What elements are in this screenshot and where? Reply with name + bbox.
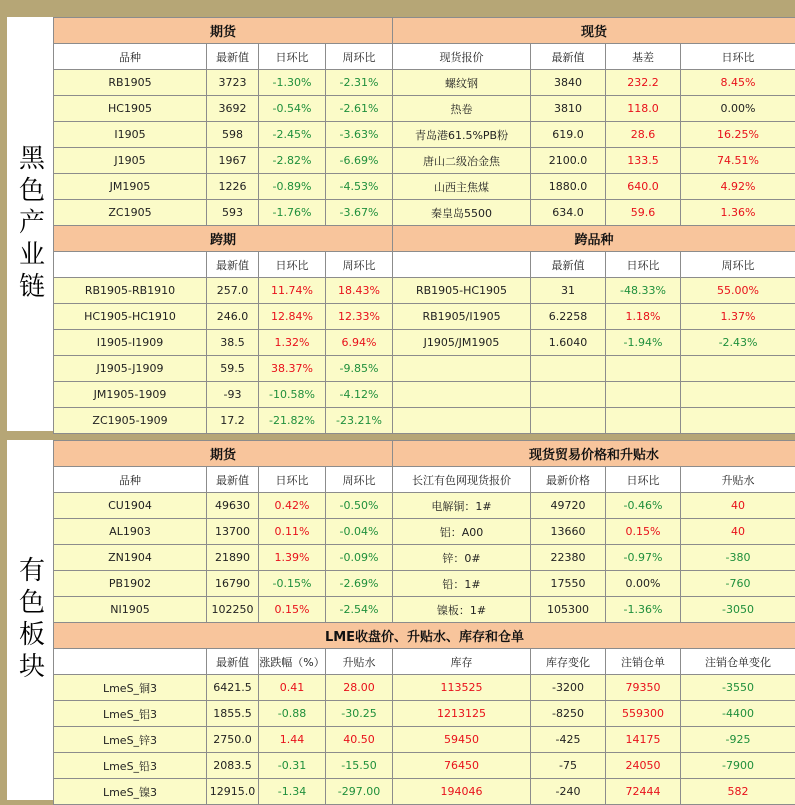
table-cell: -0.54% xyxy=(259,96,326,122)
table-cell: 12.84% xyxy=(259,304,326,330)
column-header: 注销仓单变化 xyxy=(681,649,795,675)
table-cell: 镍板：1# xyxy=(393,597,531,623)
ferrous-side-label xyxy=(7,17,53,431)
column-header: 最新价格 xyxy=(531,467,606,493)
column-header: 注销仓单 xyxy=(606,649,681,675)
table-cell: 257.0 xyxy=(207,278,259,304)
table-cell: I1905 xyxy=(54,122,207,148)
table-cell: 0.15% xyxy=(259,597,326,623)
table-cell: -1.76% xyxy=(259,200,326,226)
table-cell xyxy=(681,382,795,408)
table-cell: 2100.0 xyxy=(531,148,606,174)
table-cell: -4400 xyxy=(681,701,795,727)
table-cell: 14175 xyxy=(606,727,681,753)
table-cell: 17550 xyxy=(531,571,606,597)
table-cell: -2.45% xyxy=(259,122,326,148)
table-cell: J1905/JM1905 xyxy=(393,330,531,356)
table-cell xyxy=(681,356,795,382)
column-header: 日环比 xyxy=(606,467,681,493)
table-cell: -0.89% xyxy=(259,174,326,200)
table-row xyxy=(54,597,795,623)
table-cell: 133.5 xyxy=(606,148,681,174)
table-cell: -2.54% xyxy=(326,597,393,623)
table-row xyxy=(54,330,795,356)
table-cell: 螺纹钢 xyxy=(393,70,531,96)
table-cell: 582 xyxy=(681,779,795,805)
table-cell: 铅：1# xyxy=(393,571,531,597)
table-cell: 40 xyxy=(681,493,795,519)
table-cell: -297.00 xyxy=(326,779,393,805)
table-cell: -2.43% xyxy=(681,330,795,356)
table-cell: 1.36% xyxy=(681,200,795,226)
table-cell: 1.37% xyxy=(681,304,795,330)
column-header: 日环比 xyxy=(259,252,326,278)
table-cell: -2.31% xyxy=(326,70,393,96)
table-cell: 31 xyxy=(531,278,606,304)
table-cell: 72444 xyxy=(606,779,681,805)
table-cell: I1905-I1909 xyxy=(54,330,207,356)
table-cell: -2.82% xyxy=(259,148,326,174)
table-cell: 6.2258 xyxy=(531,304,606,330)
table-cell: RB1905-HC1905 xyxy=(393,278,531,304)
table-cell: 0.41 xyxy=(259,675,326,701)
table-cell: HC1905-HC1910 xyxy=(54,304,207,330)
column-header: 升贴水 xyxy=(326,649,393,675)
column-header: 日环比 xyxy=(606,252,681,278)
table-cell xyxy=(393,382,531,408)
table-cell xyxy=(606,382,681,408)
spot-section-title: 现货贸易价格和升贴水 xyxy=(393,441,795,467)
table-cell: PB1902 xyxy=(54,571,207,597)
table-cell: 16.25% xyxy=(681,122,795,148)
ferrous-table xyxy=(53,17,795,434)
table-cell: -3.63% xyxy=(326,122,393,148)
table-cell: 49720 xyxy=(531,493,606,519)
nonferrous-side-label-text: 有色板块 xyxy=(14,556,45,684)
table-cell: -9.85% xyxy=(326,356,393,382)
table-cell: 113525 xyxy=(393,675,531,701)
table-cell: 0.00% xyxy=(681,96,795,122)
column-header xyxy=(54,649,207,675)
table-cell: 18.43% xyxy=(326,278,393,304)
table-cell: 21890 xyxy=(207,545,259,571)
table-cell xyxy=(606,408,681,434)
table-cell: -0.97% xyxy=(606,545,681,571)
column-header: 品种 xyxy=(54,467,207,493)
table-row xyxy=(54,779,795,805)
table-cell: 118.0 xyxy=(606,96,681,122)
column-header: 日环比 xyxy=(259,44,326,70)
column-header: 最新值 xyxy=(531,44,606,70)
table-row xyxy=(54,356,795,382)
table-cell: 59450 xyxy=(393,727,531,753)
table-cell: -0.46% xyxy=(606,493,681,519)
table-cell: 634.0 xyxy=(531,200,606,226)
table-cell: 锌：0# xyxy=(393,545,531,571)
table-cell xyxy=(531,408,606,434)
table-cell: 194046 xyxy=(393,779,531,805)
table-cell: 246.0 xyxy=(207,304,259,330)
column-header: 周环比 xyxy=(326,467,393,493)
column-header: 最新值 xyxy=(207,252,259,278)
table-row xyxy=(54,122,795,148)
column-header: 最新值 xyxy=(207,467,259,493)
table-cell: LmeS_铝3 xyxy=(54,701,207,727)
table-cell xyxy=(393,408,531,434)
table-cell: 11.74% xyxy=(259,278,326,304)
table-cell: 12915.0 xyxy=(207,779,259,805)
nonferrous-table xyxy=(53,440,795,805)
table-cell: CU1904 xyxy=(54,493,207,519)
table-cell xyxy=(681,408,795,434)
column-header: 周环比 xyxy=(326,44,393,70)
table-cell: 12.33% xyxy=(326,304,393,330)
table-cell: ZC1905-1909 xyxy=(54,408,207,434)
column-header: 品种 xyxy=(54,44,207,70)
table-cell: 28.00 xyxy=(326,675,393,701)
table-cell: 55.00% xyxy=(681,278,795,304)
table-cell: HC1905 xyxy=(54,96,207,122)
table-cell: -0.15% xyxy=(259,571,326,597)
table-cell: -0.88 xyxy=(259,701,326,727)
table-cell: -23.21% xyxy=(326,408,393,434)
table-cell: RB1905 xyxy=(54,70,207,96)
table-cell: 唐山二级冶金焦 xyxy=(393,148,531,174)
table-cell: 2083.5 xyxy=(207,753,259,779)
table-cell: 598 xyxy=(207,122,259,148)
futures-section-title: 期货 xyxy=(54,441,393,467)
table-cell: 105300 xyxy=(531,597,606,623)
table-cell: 1855.5 xyxy=(207,701,259,727)
table-cell: 24050 xyxy=(606,753,681,779)
column-header: 周环比 xyxy=(326,252,393,278)
table-cell: -3050 xyxy=(681,597,795,623)
column-header: 最新值 xyxy=(207,44,259,70)
table-cell: -10.58% xyxy=(259,382,326,408)
table-cell: 593 xyxy=(207,200,259,226)
table-cell: -380 xyxy=(681,545,795,571)
table-cell: -4.12% xyxy=(326,382,393,408)
table-cell: 22380 xyxy=(531,545,606,571)
table-cell: -4.53% xyxy=(326,174,393,200)
table-cell: 16790 xyxy=(207,571,259,597)
table-cell: 49630 xyxy=(207,493,259,519)
table-cell: 59.5 xyxy=(207,356,259,382)
table-row xyxy=(54,408,795,434)
table-cell: 3723 xyxy=(207,70,259,96)
table-cell: -7900 xyxy=(681,753,795,779)
table-cell: 79350 xyxy=(606,675,681,701)
table-cell: LmeS_铅3 xyxy=(54,753,207,779)
table-cell: 40 xyxy=(681,519,795,545)
table-cell: 0.11% xyxy=(259,519,326,545)
table-cell: 74.51% xyxy=(681,148,795,174)
table-cell: -925 xyxy=(681,727,795,753)
table-cell: -1.34 xyxy=(259,779,326,805)
table-cell: -3550 xyxy=(681,675,795,701)
table-cell: 59.6 xyxy=(606,200,681,226)
table-cell: 40.50 xyxy=(326,727,393,753)
column-header: 涨跌幅（%） xyxy=(259,649,326,675)
table-cell: 1.32% xyxy=(259,330,326,356)
table-cell: LmeS_铜3 xyxy=(54,675,207,701)
table-cell: 13700 xyxy=(207,519,259,545)
column-header: 最新值 xyxy=(207,649,259,675)
table-cell: 1.6040 xyxy=(531,330,606,356)
table-cell: 102250 xyxy=(207,597,259,623)
table-cell: 28.6 xyxy=(606,122,681,148)
table-cell: NI1905 xyxy=(54,597,207,623)
table-cell: JM1905 xyxy=(54,174,207,200)
table-cell: 76450 xyxy=(393,753,531,779)
table-cell: AL1903 xyxy=(54,519,207,545)
table-cell: 13660 xyxy=(531,519,606,545)
table-cell: 6.94% xyxy=(326,330,393,356)
table-row xyxy=(54,519,795,545)
table-row xyxy=(54,675,795,701)
table-cell: 232.2 xyxy=(606,70,681,96)
column-header: 升贴水 xyxy=(681,467,795,493)
table-row xyxy=(54,701,795,727)
table-cell: -240 xyxy=(531,779,606,805)
table-cell: 秦皇岛5500 xyxy=(393,200,531,226)
table-cell: 8.45% xyxy=(681,70,795,96)
futures-section-title: 期货 xyxy=(54,18,393,44)
table-cell: -0.04% xyxy=(326,519,393,545)
table-cell: 3840 xyxy=(531,70,606,96)
table-cell: 热卷 xyxy=(393,96,531,122)
column-header: 长江有色网现货报价 xyxy=(393,467,531,493)
table-cell: -3200 xyxy=(531,675,606,701)
table-cell: ZC1905 xyxy=(54,200,207,226)
table-cell: 4.92% xyxy=(681,174,795,200)
table-cell: 559300 xyxy=(606,701,681,727)
table-cell: -21.82% xyxy=(259,408,326,434)
table-cell: -1.30% xyxy=(259,70,326,96)
table-cell: J1905 xyxy=(54,148,207,174)
table-row xyxy=(54,382,795,408)
table-cell xyxy=(531,382,606,408)
table-cell: -2.61% xyxy=(326,96,393,122)
table-cell: 1967 xyxy=(207,148,259,174)
table-row xyxy=(54,200,795,226)
column-header: 日环比 xyxy=(681,44,795,70)
table-cell: 2750.0 xyxy=(207,727,259,753)
table-cell: 青岛港61.5%PB粉 xyxy=(393,122,531,148)
table-row xyxy=(54,545,795,571)
table-cell: -93 xyxy=(207,382,259,408)
table-cell: -760 xyxy=(681,571,795,597)
table-cell: -75 xyxy=(531,753,606,779)
table-cell: -1.94% xyxy=(606,330,681,356)
table-row xyxy=(54,753,795,779)
table-cell: -15.50 xyxy=(326,753,393,779)
column-header: 库存变化 xyxy=(531,649,606,675)
table-cell: -6.69% xyxy=(326,148,393,174)
column-header: 日环比 xyxy=(259,467,326,493)
lme-section-title: LME收盘价、升贴水、库存和仓单 xyxy=(54,623,795,649)
table-row xyxy=(54,571,795,597)
column-header: 现货报价 xyxy=(393,44,531,70)
table-cell: -0.09% xyxy=(326,545,393,571)
table-cell: 619.0 xyxy=(531,122,606,148)
table-cell: J1905-J1909 xyxy=(54,356,207,382)
table-cell: 铝：A00 xyxy=(393,519,531,545)
table-row xyxy=(54,304,795,330)
table-row xyxy=(54,278,795,304)
column-header: 基差 xyxy=(606,44,681,70)
column-header: 库存 xyxy=(393,649,531,675)
table-row xyxy=(54,174,795,200)
table-cell: -8250 xyxy=(531,701,606,727)
table-cell: 电解铜：1# xyxy=(393,493,531,519)
ferrous-side-label-text: 黑色产业链 xyxy=(14,144,45,304)
table-cell: 1.44 xyxy=(259,727,326,753)
table-cell: 1.39% xyxy=(259,545,326,571)
table-cell: -1.36% xyxy=(606,597,681,623)
column-header xyxy=(54,252,207,278)
table-row xyxy=(54,148,795,174)
table-cell: 1213125 xyxy=(393,701,531,727)
table-cell: -425 xyxy=(531,727,606,753)
table-cell: -3.67% xyxy=(326,200,393,226)
table-cell: ZN1904 xyxy=(54,545,207,571)
table-cell: 3810 xyxy=(531,96,606,122)
table-row xyxy=(54,727,795,753)
nonferrous-side-label xyxy=(7,440,53,800)
table-cell: 0.42% xyxy=(259,493,326,519)
cross-section-title: 跨品种 xyxy=(393,226,795,252)
table-cell: LmeS_镍3 xyxy=(54,779,207,805)
column-header xyxy=(393,252,531,278)
spot-section-title: 现货 xyxy=(393,18,795,44)
table-cell: 山西主焦煤 xyxy=(393,174,531,200)
table-cell: 3692 xyxy=(207,96,259,122)
table-cell: 38.5 xyxy=(207,330,259,356)
table-cell: -2.69% xyxy=(326,571,393,597)
table-cell xyxy=(606,356,681,382)
table-cell: -48.33% xyxy=(606,278,681,304)
table-cell: 640.0 xyxy=(606,174,681,200)
table-cell: -30.25 xyxy=(326,701,393,727)
table-cell xyxy=(393,356,531,382)
table-cell: 1880.0 xyxy=(531,174,606,200)
table-cell: -0.31 xyxy=(259,753,326,779)
spread-section-title: 跨期 xyxy=(54,226,393,252)
table-cell: 0.00% xyxy=(606,571,681,597)
table-cell: -0.50% xyxy=(326,493,393,519)
column-header: 最新值 xyxy=(531,252,606,278)
column-header: 周环比 xyxy=(681,252,795,278)
table-cell: RB1905-RB1910 xyxy=(54,278,207,304)
table-cell: JM1905-1909 xyxy=(54,382,207,408)
table-cell: 6421.5 xyxy=(207,675,259,701)
table-row xyxy=(54,493,795,519)
table-cell: 1.18% xyxy=(606,304,681,330)
table-cell: 38.37% xyxy=(259,356,326,382)
table-cell xyxy=(531,356,606,382)
table-cell: 0.15% xyxy=(606,519,681,545)
table-row xyxy=(54,96,795,122)
table-cell: 1226 xyxy=(207,174,259,200)
table-cell: 17.2 xyxy=(207,408,259,434)
table-cell: RB1905/I1905 xyxy=(393,304,531,330)
table-row xyxy=(54,70,795,96)
table-cell: LmeS_锌3 xyxy=(54,727,207,753)
